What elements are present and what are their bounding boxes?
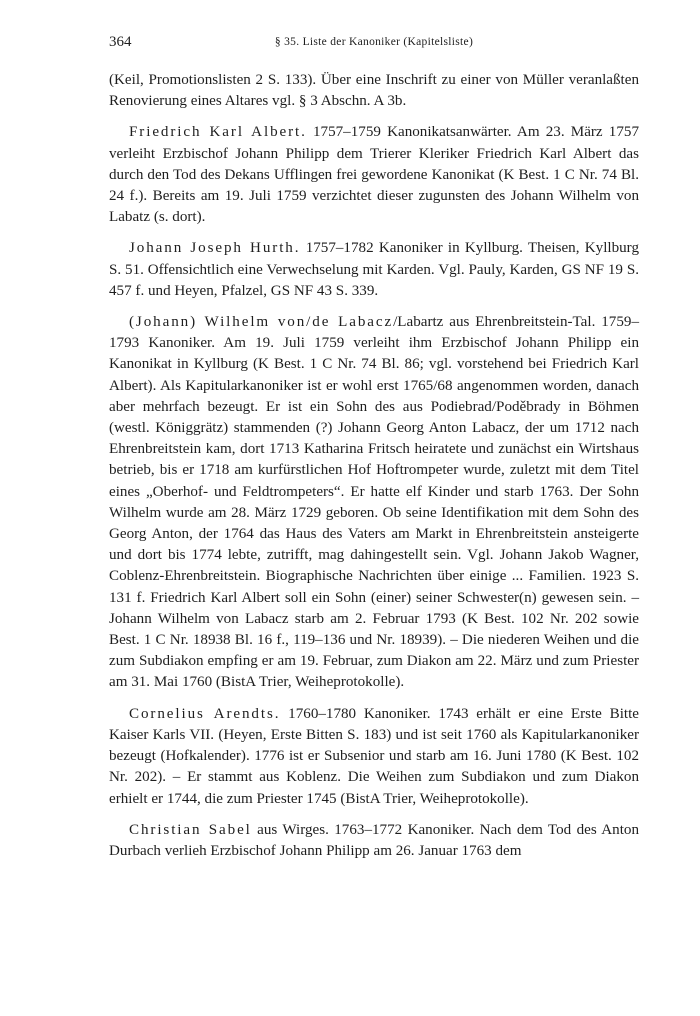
entry-text: 1757–1759 Kanonikatsanwärter. Am 23. März 1757 verleiht Erzbischof Johann Philipp dem Trierer Kleriker Friedrich Karl Albert das durch den Tod des Dekans Ufflingen frei gewordene Kanonikat (K Best. 1 C Nr. 74 Bl. 24 f.). Bereits am 19. Juli 1759 verzichtet dieser zugunsten des Johann Wilhelm von Labatz (s. dort). [109, 124, 639, 226]
entry-name: Cornelius Arendts. [129, 705, 281, 722]
entry-text: /Labartz aus Ehrenbreitstein-Tal. 1759–1793 Kanoniker. Am 19. Juli 1759 verleiht ihm Erzbischof Johann Philipp ein Kanonikat in Kyllburg (K Best. 1 C Nr. 74 Bl. 86; vgl. vorstehend bei Friedrich Karl Albert). Als Kapitularkanoniker ist er wohl erst 1765/68 angenommen worden, danach aber mehrfach bezeugt. Er ist ein Sohn des aus Podiebrad/Poděbrady in Böhmen (westl. Königgrätz) stammenden (?) Johann Georg Anton Labacz, der um 1712 nach Ehrenbreitstein kam, dort 1713 Katharina Fritsch heiratete und zunächst ein Wirtshaus betrieb, bis er 1718 am kurfürstlichen Hof Hoftrompeter wurde, zuletzt mit dem Titel eines „Oberhof- und Feldtrompeters“. Er hatte elf Kinder und starb 1763. Der Sohn Wilhelm wurde am 28. März 1729 geboren. Ob seine Identifikation mit dem Sohn des Georg Anton, der 1764 das Haus des Vaters am Markt in Ehrenbreitstein ansteigerte und dort bis 1774 lebte, zutrifft, mag dahingestellt sein. Vgl. Johann Jakob Wagner, Coblenz-Ehrenbreitstein. Biographische Nachrichten über einige ... Familien. 1923 S. 131 f. Friedrich Karl Albert soll ein Sohn (einer) seiner Schwester(n) gewesen sein. – Johann Wilhelm von Labacz starb am 2. Februar 1793 (K Best. 102 Nr. 202 sowie Best. 1 C Nr. 18938 Bl. 16 f., 119–136 und Nr. 18939). – Die niederen Weihen und die zum Subdiakon empfing er am 19. Februar, zum Diakon am 22. März und zum Priester am 31. Mai 1760 (BistA Trier, Weiheprotokolle). [109, 314, 639, 691]
page-header [109, 34, 639, 54]
entry-text: aus Wirges. 1763–1772 Kanoniker. Nach dem Tod des Anton Durbach verlieh Erzbischof Johann Philipp am 26. Januar 1763 dem [109, 821, 639, 859]
entry-cornelius-arendts [109, 704, 639, 810]
entry-name: Friedrich Karl Albert. [129, 124, 307, 141]
entry-name: Johann Joseph Hurth. [129, 240, 301, 257]
body-text [109, 70, 639, 862]
page-number: 364 [109, 34, 132, 50]
running-head: § 35. Liste der Kanoniker (Kapitelsliste) [274, 36, 474, 48]
entry-text: 1760–1780 Kanoniker. 1743 erhält er eine Erste Bitte Kaiser Karls VII. (Heyen, Erste Bitten S. 183) und ist seit 1760 als Kapitularkanoniker bezeugt (Hofkalender). 1776 ist er Subsenior und starb am 16. Juni 1780 (K Best. 102 Nr. 202). – Er stammt aus Koblenz. Die Weihen zum Subdiakon und zum Diakon erhielt er 1744, die zum Priester 1745 (BistA Trier, Weiheprotokolle). [109, 705, 639, 807]
paragraph-text: (Keil, Promotionslisten 2 S. 133). Über eine Inschrift zu einer von Müller veranlaßten Renovierung eines Altares vgl. § 3 Abschn. A 3b. [109, 72, 639, 110]
entry-friedrich-karl-albert [109, 122, 639, 228]
entry-johann-joseph-hurth [109, 238, 639, 302]
entry-name: (Johann) Wilhelm von/de Labacz [129, 314, 394, 331]
paragraph-continuation [109, 70, 639, 112]
entry-christian-sabel [109, 820, 639, 862]
entry-text: 1757–1782 Kanoniker in Kyllburg. Theisen, Kyllburg S. 51. Offensichtlich eine Verwechselung mit Karden. Vgl. Pauly, Karden, GS NF 19 S. 457 f. und Heyen, Pfalzel, GS NF 43 S. 339. [109, 240, 639, 299]
entry-name: Christian Sabel [129, 821, 252, 838]
entry-wilhelm-von-labacz [109, 312, 639, 694]
